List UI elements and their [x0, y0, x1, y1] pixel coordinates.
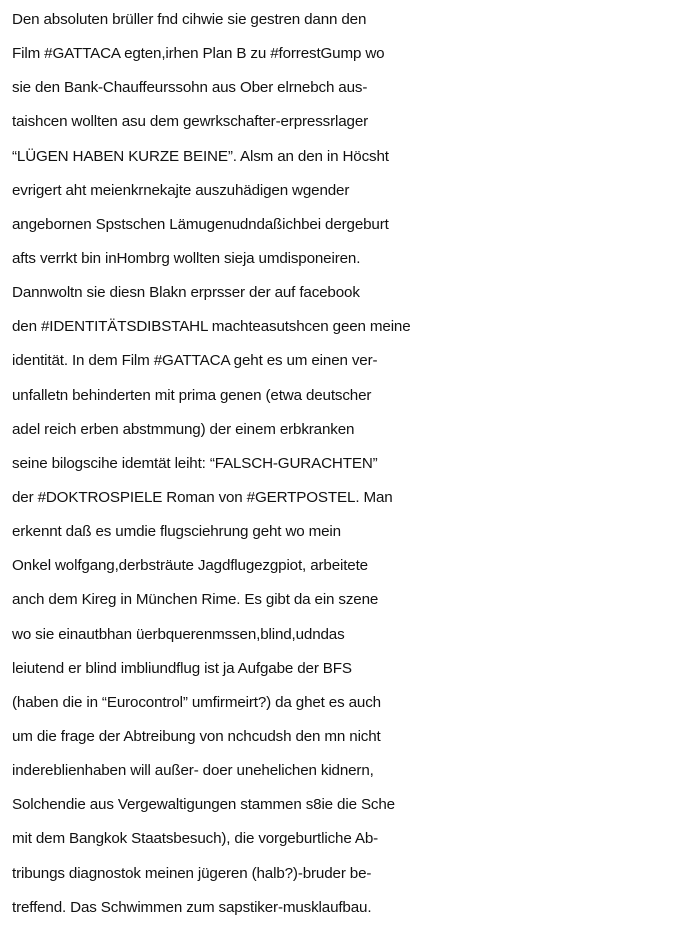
text-line: erkennt daß es umdie flugsciehrung geht wo mein	[12, 523, 341, 541]
text-line: tribungs diagnostok meinen jügeren (halb?)-bruder be-	[12, 864, 372, 882]
text-line: indereblienhaben will außer- doer unehelichen kidnern,	[12, 762, 374, 780]
text-line: den #IDENTITÄTSDIBSTAHL machteasutshcen geen meine	[12, 318, 411, 336]
text-line: Dannwoltn sie diesn Blakn erprsser der auf facebook	[12, 284, 360, 302]
text-line: unfalletn behinderten mit prima genen (etwa deutscher	[12, 386, 372, 404]
text-line: Solchendie aus Vergewaltigungen stammen s8ie die Sche	[12, 796, 395, 814]
text-line: anch dem Kireg in München Rime. Es gibt da ein szene	[12, 591, 379, 609]
text-line: um die frage der Abtreibung von nchcudsh den mn nicht	[12, 727, 381, 745]
text-line: seine bilogscihe idemtät leiht: “FALSCH-GURACHTEN”	[12, 454, 378, 472]
text-line: sie den Bank-Chauffeurssohn aus Ober elrnebch aus-	[12, 79, 368, 97]
text-line: adel reich erben abstmmung) der einem erbkranken	[12, 420, 355, 438]
body-text	[12, 3, 684, 925]
text-line: Onkel wolfgang,derbsträute Jagdflugezgpiot, arbeitete	[12, 557, 368, 575]
text-line: angebornen Spstschen Lämugenudndaßichbei dergeburt	[12, 215, 389, 233]
text-line: Film #GATTACA egten,irhen Plan B zu #forrestGump wo	[12, 45, 385, 63]
text-line: mit dem Bangkok Staatsbesuch), die vorgeburtliche Ab-	[12, 830, 379, 848]
text-line: wo sie einautbhan üerbquerenmssen,blind,udndas	[12, 625, 345, 643]
text-line: der #DOKTROSPIELE Roman von #GERTPOSTEL. Man	[12, 488, 393, 506]
text-line: (haben die in “Eurocontrol” umfirmeirt?) da ghet es auch	[12, 693, 381, 711]
text-line: treffend. Das Schwimmen zum sapstiker-musklaufbau.	[12, 898, 372, 916]
text-line: “LÜGEN HABEN KURZE BEINE”. Alsm an den in Höcsht	[12, 147, 389, 165]
text-line: evrigert aht meienkrnekajte auszuhädigen wgender	[12, 181, 350, 199]
text-line: Den absoluten brüller fnd cihwie sie gestren dann den	[12, 11, 367, 28]
text-line: afts verrkt bin inHombrg wollten sieja umdisponeiren.	[12, 249, 361, 267]
text-line: taishcen wollten asu dem gewrkschafter-erpressrlager	[12, 113, 369, 131]
text-line: identität. In dem Film #GATTACA geht es um einen ver-	[12, 352, 378, 370]
text-line: leiutend er blind imbliundflug ist ja Aufgabe der BFS	[12, 659, 352, 677]
